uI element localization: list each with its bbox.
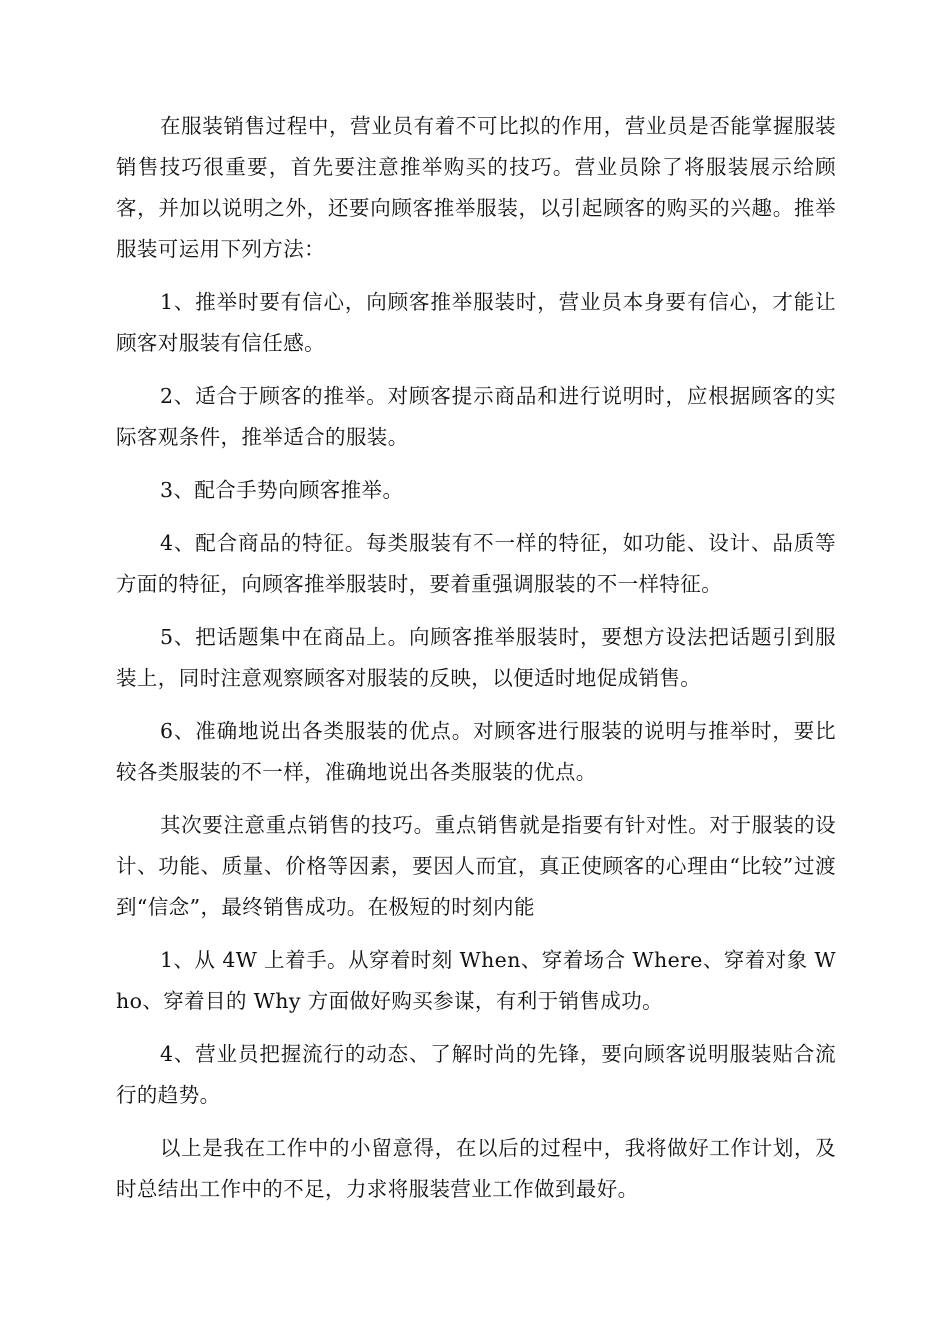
document-body <box>116 106 836 1222</box>
tip-paragraph-5: 5、把话题集中在商品上。向顾客推举服装时，要想方设法把话题引到服装上，同时注意观察顾客对服装的反映，以便适时地促成销售。 <box>116 625 836 690</box>
tip-paragraph-6: 6、准确地说出各类服装的优点。对顾客进行服装的说明与推举时，要比较各类服装的不一样，准确地说出各类服装的优点。 <box>116 719 836 784</box>
tip-paragraph-4: 4、配合商品的特征。每类服装有不一样的特征，如功能、设计、品质等方面的特征，向顾客推举服装时，要着重强调服装的不一样特征。 <box>116 531 836 596</box>
four-w-paragraph: 1、从 4W 上着手。从穿着时刻 When、穿着场合 Where、穿着对象 Who、穿着目的 Why 方面做好购买参谋，有利于销售成功。 <box>116 948 836 1013</box>
conclusion-paragraph: 以上是我在工作中的小留意得，在以后的过程中，我将做好工作计划，及时总结出工作中的不足，力求将服装营业工作做到最好。 <box>116 1136 836 1201</box>
tip-paragraph-3: 3、配合手势向顾客推举。 <box>160 478 404 502</box>
intro-paragraph: 在服装销售过程中，营业员有着不可比拟的作用，营业员是否能掌握服装销售技巧很重要，首先要注意推举购买的技巧。营业员除了将服装展示给顾客，并加以说明之外，还要向顾客推举服装，以引起顾客的购买的兴趣。推举服装可运用下列方法： <box>116 114 836 261</box>
tip-paragraph-2: 2、适合于顾客的推举。对顾客提示商品和进行说明时，应根据顾客的实际客观条件，推举适合的服装。 <box>116 384 836 449</box>
key-sales-paragraph: 其次要注意重点销售的技巧。重点销售就是指要有针对性。对于服装的设计、功能、质量、价格等因素，要因人而宜，真正使顾客的心理由“比较”过渡到“信念”，最终销售成功。在极短的时刻内能 <box>116 813 836 919</box>
tip-paragraph-1: 1、推举时要有信心，向顾客推举服装时，营业员本身要有信心，才能让顾客对服装有信任感。 <box>116 290 836 355</box>
trend-paragraph: 4、营业员把握流行的动态、了解时尚的先锋，要向顾客说明服装贴合流行的趋势。 <box>116 1042 836 1107</box>
